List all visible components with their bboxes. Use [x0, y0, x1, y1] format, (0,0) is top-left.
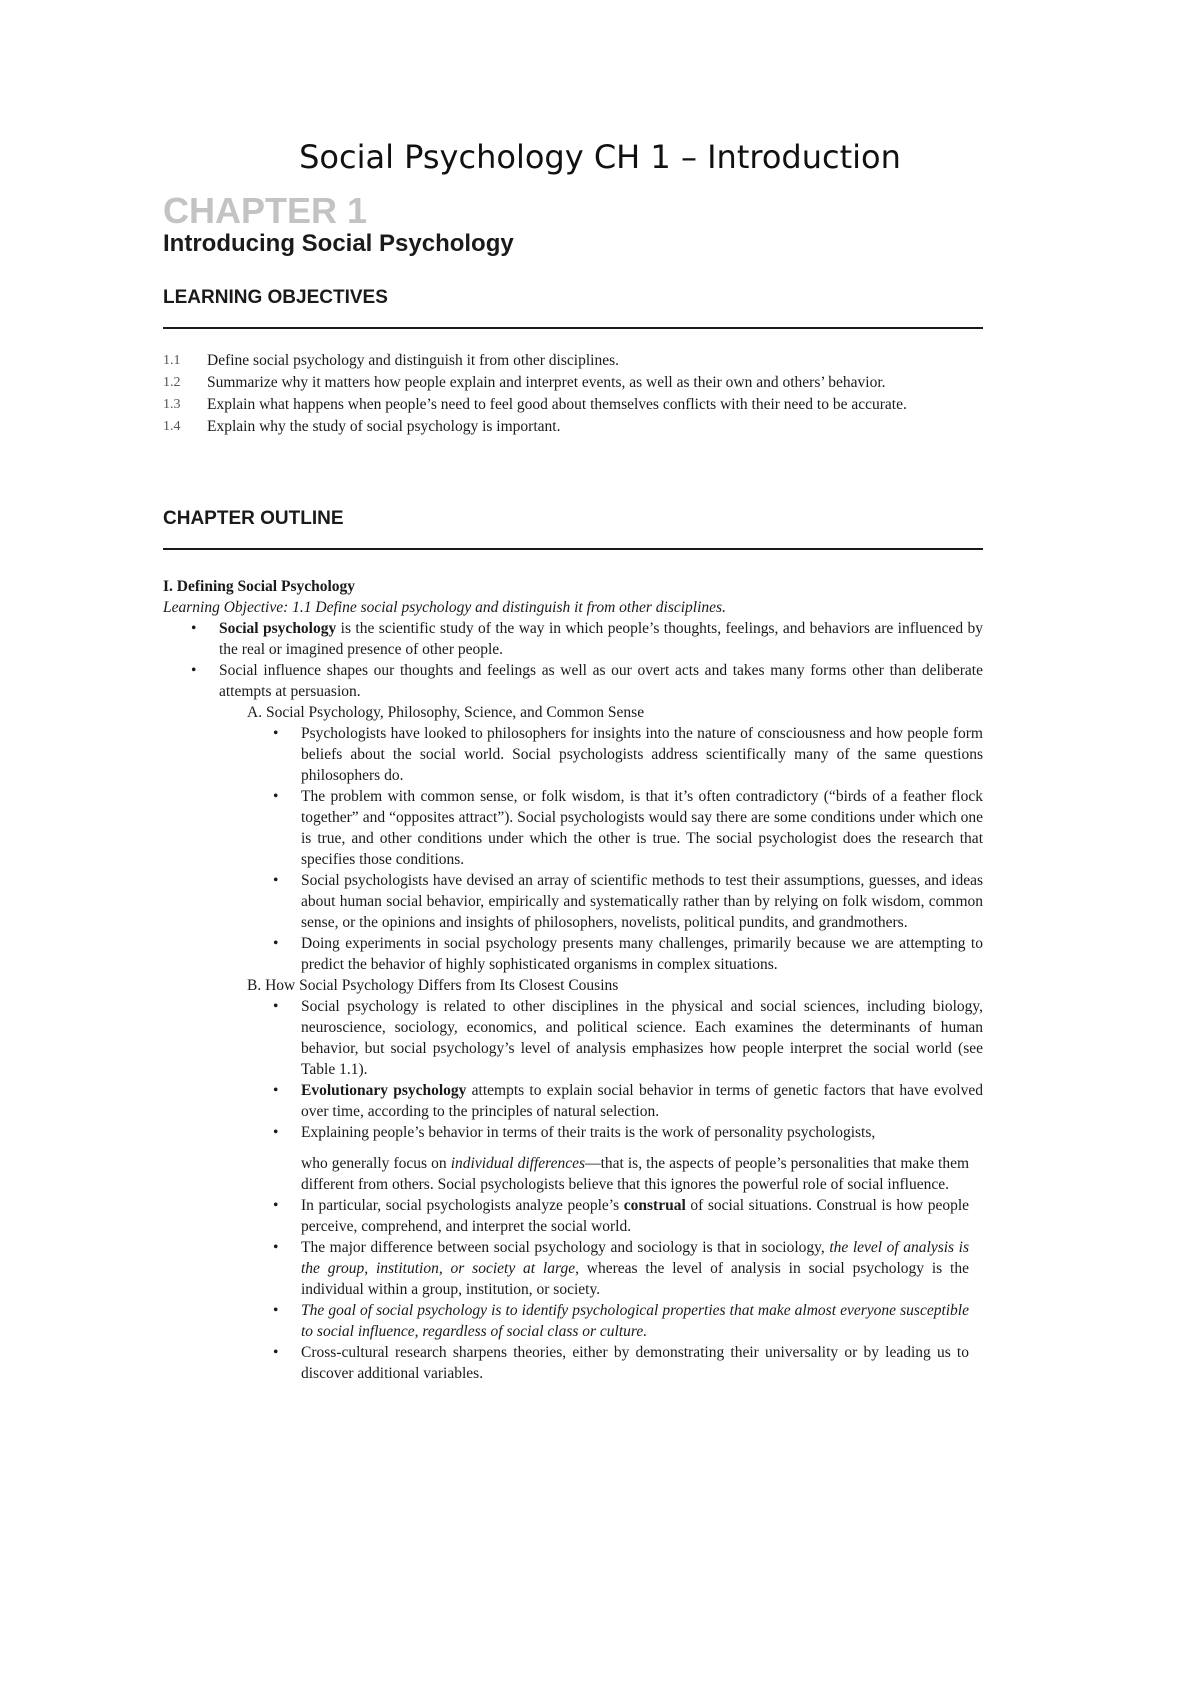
list-item: • Social psychology is related to other disciplines in the physical and social sciences, including biology, neuroscience, sociology, economics, and political science. Each examines the determinants of human behavior, but social psychology’s level of analysis emphasizes how people interpret the social world (see Table 1.1). [163, 996, 983, 1080]
document-title: Social Psychology CH 1 – Introduction [299, 138, 901, 176]
list-item [163, 1080, 983, 1122]
objective-text: Summarize why it matters how people explain and interpret events, as well as their own and others’ behavior. [207, 374, 886, 391]
list-item-continued [163, 1153, 983, 1195]
list-item: • Cross-cultural research sharpens theories, either by demonstrating their universality or by leading us to discover additional variables. [163, 1342, 983, 1384]
bullet-text: attempts to explain social behavior in terms of genetic factors that have evolved over time, according to the principles of natural selection. [301, 1082, 983, 1120]
key-term: Evolutionary psychology [301, 1082, 467, 1099]
bullet-text: is the scientific study of the way in which people’s thoughts, feelings, and behaviors are influenced by the real or imagined presence of other people. [219, 620, 983, 658]
list-item: • Social psychologists have devised an array of scientific methods to test their assumptions, guesses, and ideas about human social behavior, empirically and systematically rather than by relying on folk wisdom, common sense, or the opinions and insights of philosophers, novelists, political pundits, and grandmothers. [163, 870, 983, 933]
subsection-b-bullets [163, 996, 983, 1143]
chapter-outline-rule [163, 548, 983, 550]
key-term: Social psychology [219, 620, 337, 637]
bullet-text: of social situations. Construal is how people perceive, comprehend, and interpret the social world. [301, 1197, 970, 1235]
objective-text: Define social psychology and distinguish it from other disciplines. [207, 352, 619, 369]
bullet-text: Social influence shapes our thoughts and feelings as well as our overt acts and takes many forms other than deliberate attempts at persuasion. [219, 662, 983, 700]
subsection-a-title: A. Social Psychology, Philosophy, Science, and Common Sense [247, 704, 645, 721]
bullet-text: whereas the level of analysis in social psychology is the individual within a group, institution, or society. [301, 1260, 969, 1298]
learning-objectives-rule [163, 327, 983, 329]
objective-text: Explain why the study of social psychology is important. [207, 418, 561, 435]
emphasis-text: individual differences [450, 1155, 586, 1172]
list-item: • Psychologists have looked to philosophers for insights into the nature of consciousness and how people form beliefs about the social world. Social psychologists address scientifically many of the same questions philosophers do. [163, 723, 983, 786]
bullet-text: In particular, social psychologists analyze people’s [301, 1197, 624, 1214]
list-item: • The problem with common sense, or folk wisdom, is that it’s often contradictory (“birds of a feather flock together” and “opposites attract”). Social psychologists would say there are some conditions under which one is true, and other conditions under which the other is true. The social psychologist does the research that specifies those conditions. [163, 786, 983, 870]
emphasis-text: the level of analysis is the group, institution, or society at large, [301, 1239, 969, 1277]
subsection-b-title: B. How Social Psychology Differs from Its Closest Cousins [247, 977, 619, 994]
learning-objectives-heading: LEARNING OBJECTIVES [163, 287, 388, 308]
list-item [163, 1122, 983, 1143]
list-item: • Doing experiments in social psychology presents many challenges, primarily because we are attempting to predict the behavior of highly sophisticated organisms in complex situations. [163, 933, 983, 975]
objective-item [163, 394, 983, 416]
list-item [163, 1237, 983, 1300]
learning-objectives-list [163, 350, 983, 438]
subsection-b-bullets-continued [163, 1153, 983, 1384]
top-bullet-list [163, 618, 983, 702]
chapter-name: Introducing Social Psychology [163, 230, 514, 257]
section-learning-objective: Learning Objective: 1.1 Define social psychology and distinguish it from other disciplines. [163, 599, 726, 616]
chapter-number: CHAPTER 1 [163, 190, 368, 231]
chapter-outline-body [163, 576, 983, 1384]
objective-number: 1.2 [163, 375, 181, 390]
key-term: construal [623, 1197, 686, 1214]
list-item [163, 1195, 983, 1237]
bullet-text: who generally focus on [301, 1155, 451, 1172]
bullet-text: —that is, the aspects of people’s personalities that make them different from others. Social psychologists believe that this ignores the powerful role of social influence. [301, 1155, 970, 1193]
subsection-a-bullets [163, 723, 983, 975]
list-item [163, 1300, 983, 1342]
objective-item [163, 416, 983, 438]
objective-number: 1.4 [163, 419, 181, 434]
list-item [163, 660, 983, 702]
section-title: I. Defining Social Psychology [163, 578, 356, 595]
list-item [163, 618, 983, 660]
bullet-text: The major difference between social psychology and sociology is that in sociology, [301, 1239, 830, 1256]
emphasis-text: The goal of social psychology is to identify psychological properties that make almost everyone susceptible to social influence, regardless of social class or culture. [301, 1302, 969, 1340]
objective-item [163, 350, 983, 372]
objective-number: 1.1 [163, 353, 181, 368]
objective-text: Explain what happens when people’s need to feel good about themselves conflicts with their need to be accurate. [207, 396, 907, 413]
objective-item [163, 372, 983, 394]
objective-number: 1.3 [163, 397, 181, 412]
chapter-outline-heading: CHAPTER OUTLINE [163, 508, 344, 529]
bullet-text: Explaining people’s behavior in terms of their traits is the work of personality psychologists, [301, 1124, 876, 1141]
